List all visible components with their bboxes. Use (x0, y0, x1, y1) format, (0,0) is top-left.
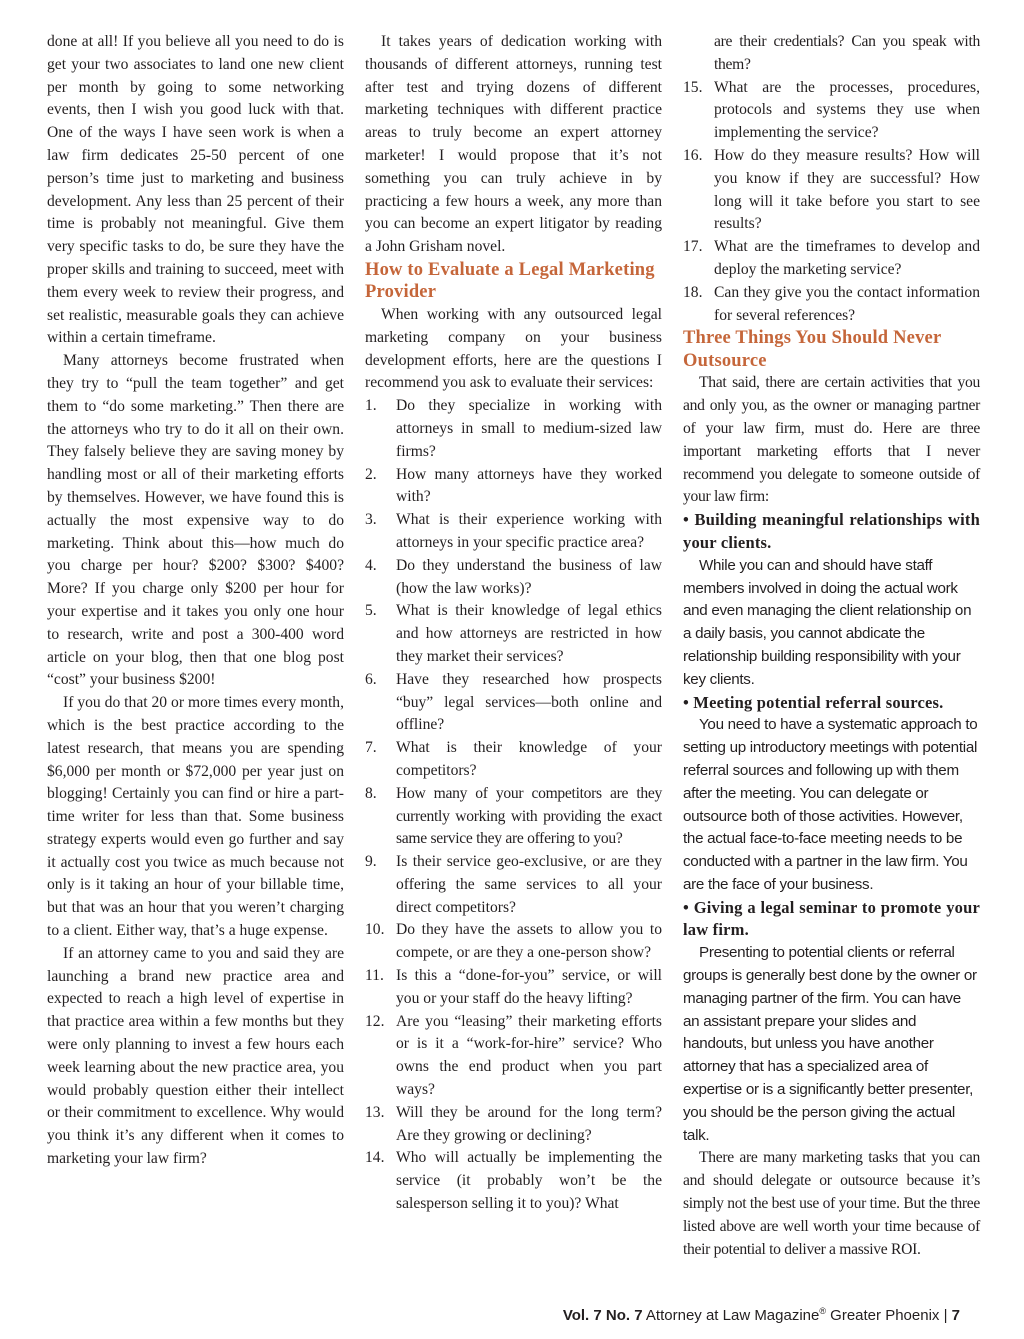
list-item (365, 509, 662, 555)
item-number: 4. (365, 556, 377, 574)
item-text: What are the processes, procedures, protocols and systems they use when implementing the service? (714, 78, 980, 142)
list-item (683, 145, 980, 236)
body-paragraph: That said, there are certain activities that you and only you, as the owner or managing partner of your law firm, must do. Here are three important marketing efforts that I never recommend you delegate to someone outside of your law firm: (683, 374, 980, 506)
column-2 (365, 31, 662, 1216)
item-number: 2. (365, 465, 377, 483)
item-number: 3. (365, 511, 377, 529)
item-number: 9. (365, 853, 377, 871)
list-item (683, 77, 980, 145)
page-number: 7 (951, 1307, 960, 1324)
list-item (365, 851, 662, 919)
item-number: 11. (365, 967, 384, 985)
bullet-heading: • Meeting potential referral sources. (683, 692, 944, 712)
item-number: 6. (365, 670, 377, 688)
body-paragraph: Many attorneys become frustrated when they try to “pull the team together” and get them to “do some marketing.” Then there are the attorneys who try to do it all on their own. They falsely believe they are saving money by handling most or all of their marketing efforts by themselves. However, we have found this is actually the most expensive way to do marketing. Think about this—how much do you charge per hour? $200? $300? $400? More? If you charge only $200 per hour for your expertise and it takes you only one hour to research, write and post a 300-400 word article on your blog, then that one blog post “cost” your business $200! (47, 352, 344, 689)
body-paragraph: If an attorney came to you and said they are launching a brand new practice area and expected to reach a high level of expertise in that practice area within a few months but they were only planning to invest a few hours each week learning about the new practice area, you would probably question either their intellect or their commitment to excellence. Why would you think it’s any different when it comes to marketing your law firm? (47, 944, 344, 1168)
issue-label: Vol. 7 No. 7 (562, 1307, 643, 1324)
item-number: 14. (365, 1149, 385, 1167)
body-paragraph: You need to have a systematic approach to setting up introductory meetings with potential referral sources and following up with them after the meeting. You can delegate or outsource both of those activities. However, the actual face-to-face meeting needs to be conducted with a partner in the law firm. You are the face of your business. (683, 716, 978, 893)
item-text: How many attorneys have they worked with? (396, 465, 662, 506)
item-number: 5. (365, 602, 377, 620)
item-text: Do they specialize in working with attorneys in small to medium-sized law firms? (396, 397, 662, 460)
item-text: What is their experience working with attorneys in your specific practice area? (396, 511, 662, 551)
edition-name: Greater Phoenix (830, 1307, 940, 1324)
magazine-name: Attorney at Law Magazine (645, 1307, 820, 1324)
list-item (365, 669, 662, 737)
list-item (365, 737, 662, 783)
list-item (365, 600, 662, 668)
list-item-continuation: are their credentials? Can you speak with them? (714, 33, 980, 73)
item-text: How do they measure results? How will you know if they are successful? How long will it take before you start to see results? (714, 146, 980, 233)
body-paragraph: When working with any outsourced legal marketing company on your business development efforts, here are the questions I recommend you ask to evaluate their services: (365, 305, 662, 392)
page-footer (563, 1306, 960, 1324)
item-text: Have they researched how prospects “buy” legal services—both online and offline? (396, 670, 662, 734)
body-paragraph: It takes years of dedication working with thousands of different attorneys, running test after test and trying dozens of different marketing techniques with different practice areas to truly become an expert attorney marketer! I would propose that it’s not something you can truly achieve in by practicing a few hours a week, any more than you can become an expert litigator by reading a John Grisham novel. (365, 33, 662, 256)
item-text: Who will actually be implementing the service (it probably won’t be the salesperson selling it to you)? What (396, 1149, 662, 1213)
item-text: Do they understand the business of law (how the law works)? (396, 556, 662, 597)
list-item (365, 1011, 662, 1102)
item-number: 18. (683, 283, 703, 301)
item-text: Is this a “done-for-you” service, or will you or your staff do the heavy lifting? (396, 967, 662, 1007)
column-3 (683, 31, 980, 1261)
item-text: What is their knowledge of your competitors? (396, 739, 662, 779)
item-number: 10. (365, 921, 385, 939)
bullet-heading: • Building meaningful relationships with your clients. (683, 510, 980, 552)
footer-separator: | (943, 1307, 948, 1324)
column-1 (47, 31, 344, 1171)
body-paragraph: While you can and should have staff members involved in doing the actual work and even managing the client relationship on a daily basis, you cannot abdicate the relationship building responsibility with your key clients. (683, 556, 972, 688)
list-item (683, 282, 980, 328)
item-text: Are you “leasing” their marketing efforts or is it a “work-for-hire” service? Who owns the end product when you part ways? (396, 1012, 662, 1099)
item-text: Will they be around for the long term? Are they growing or declining? (396, 1103, 662, 1144)
item-number: 13. (365, 1103, 385, 1121)
list-item (365, 464, 662, 510)
list-item (365, 965, 662, 1011)
item-text: What is their knowledge of legal ethics and how attorneys are restricted in how they market their services? (396, 602, 662, 665)
bullet-heading: • Giving a legal seminar to promote your law firm. (683, 897, 980, 940)
section-heading: Three Things You Should Never Outsource (683, 328, 942, 371)
body-paragraph: done at all! If you believe all you need to do is get your two associates to land one new client per month by going to some networking events, then I wish you good luck with that. One of the ways I have seen work is when a law firm dedicates 25-50 percent of one person’s time just to marketing and business development. Any less than 25 percent of their time is probably not meaningful. Give them very specific tasks to do, be sure they have the proper skills and training to succeed, meet with them every week to review their progress, and set realistic, measurable goals they can achieve within a certain timeframe. (47, 33, 344, 347)
item-number: 17. (683, 238, 703, 256)
body-paragraph: If you do that 20 or more times every month, which is the best practice according to the latest research, that means you are spending $6,000 per month or $72,000 per year just on blogging! Certainly you can find or hire a part-time writer for less than that. Some business strategy experts would even go further and say it actually cost you twice as much because not only is it taking an hour of your billable time, but that was an hour that you weren’t charging to a client. Either way, that’s a huge expense. (47, 694, 344, 940)
item-text: Can they give you the contact information for several references? (714, 283, 980, 324)
list-item (365, 1147, 662, 1215)
item-text: Do they have the assets to allow you to compete, or are they a one-person show? (396, 921, 662, 962)
list-item (365, 555, 662, 601)
questions-list (683, 77, 980, 328)
list-item (365, 783, 662, 851)
body-paragraph: There are many marketing tasks that you can and should delegate or outsource because it’s simply not the best use of your time. But the three listed above are well worth your time because of their potential to deliver a massive ROI. (683, 1149, 980, 1258)
list-item (365, 919, 662, 965)
item-number: 1. (365, 397, 377, 415)
item-number: 16. (683, 146, 703, 164)
registered-mark: ® (819, 1306, 826, 1316)
item-number: 8. (365, 784, 377, 802)
questions-list (365, 395, 662, 1216)
list-item (365, 1102, 662, 1148)
section-heading: How to Evaluate a Legal Marketing Provider (365, 259, 655, 303)
item-text: Is their service geo-exclusive, or are they offering the same services to all your direct competitors? (396, 853, 662, 916)
item-text: How many of your competitors are they currently working with providing the exact same service they are offering to you? (396, 784, 662, 848)
list-item (683, 236, 980, 282)
item-number: 7. (365, 739, 377, 757)
body-paragraph: Presenting to potential clients or referral groups is generally best done by the owner or managing partner of the firm. You can have an assistant prepare your slides and handouts, but unless you have another attorney that has a specialized area of expertise or is a significantly better presenter, you should be the person giving the actual talk. (683, 944, 977, 1144)
item-text: What are the timeframes to develop and deploy the marketing service? (714, 238, 980, 278)
item-number: 12. (365, 1012, 385, 1030)
list-item (365, 395, 662, 463)
item-number: 15. (683, 78, 703, 96)
